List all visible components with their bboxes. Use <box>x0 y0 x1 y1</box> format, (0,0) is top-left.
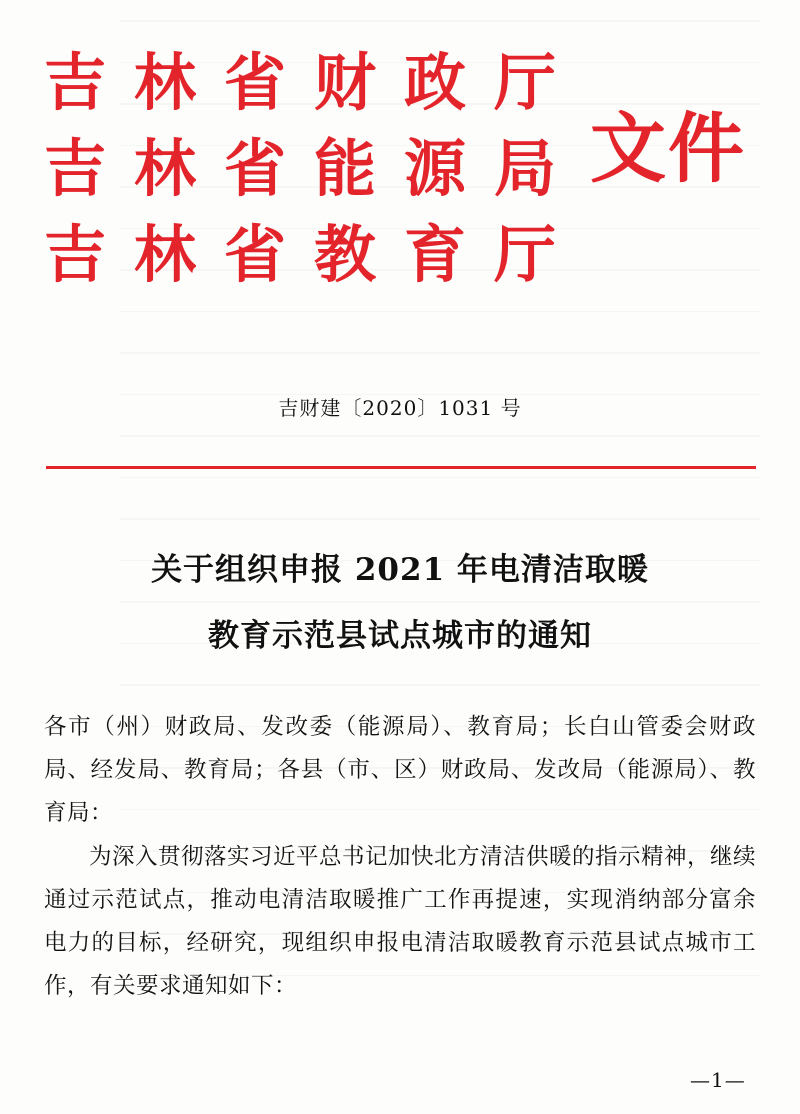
document-number: 吉财建〔2020〕1031 号 <box>278 396 522 420</box>
document-title-line-2: 教育示范县试点城市的通知 <box>208 618 592 654</box>
issuer-finance-department: 吉林省财政厅 <box>44 46 585 119</box>
issuing-agencies <box>44 40 584 298</box>
document-word: 文件 <box>590 104 746 193</box>
red-separator-rule <box>46 466 756 469</box>
issuer-education-department: 吉林省教育厅 <box>44 218 585 291</box>
body-paragraph: 为深入贯彻落实习近平总书记加快北方清洁供暖的指示精神，继续通过示范试点，推动电清洁取暖推广工作再提速，实现消纳部分富余电力的目标，经研究，现组织申报电清洁取暖教育示范县试点城市工作，有关要求通知如下： <box>44 844 757 999</box>
document-title-line-1: 关于组织申报 2021 年电清洁取暖 <box>151 552 649 588</box>
addressee: 各市（州）财政局、发改委（能源局）、教育局；长白山管委会财政局、经发局、教育局；各县（市、区）财政局、发改局（能源局）、教育局： <box>44 714 756 826</box>
page-number: —1— <box>690 1068 746 1092</box>
issuer-energy-bureau: 吉林省能源局 <box>44 132 585 205</box>
